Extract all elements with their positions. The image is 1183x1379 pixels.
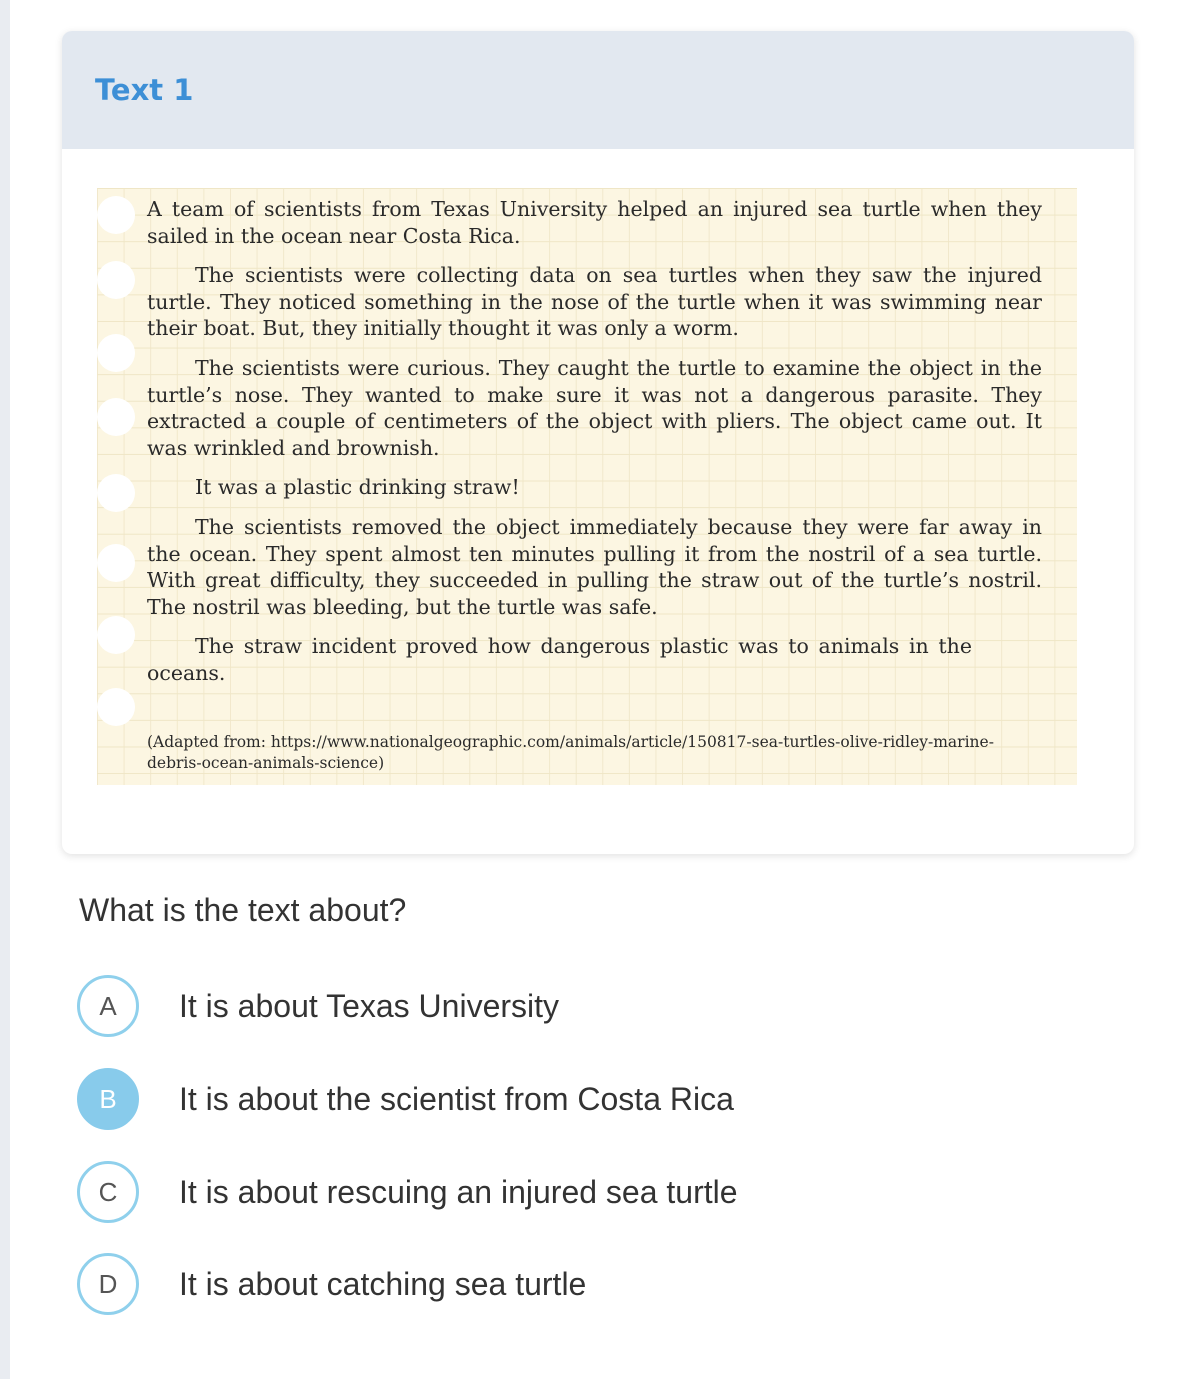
passage-paragraph: The straw incident proved how dangerous plastic was to animals in the oceans. [147,634,972,685]
binder-hole [97,474,135,512]
card-header [62,31,1134,149]
passage-paragraph: A team of scientists from Texas University helped an injured sea turtle when they sailed in the ocean near Costa Rica. [147,197,1042,248]
option-c[interactable] [77,1158,738,1226]
passage-source: (Adapted from: https://www.nationalgeographic.com/animals/article/150817-sea-turtles-olive-ridley-marine-debris-ocean-animals-science) [147,733,994,772]
passage-paragraph: The scientists were curious. They caught the turtle to examine the object in the turtle’s nose. They wanted to make sure it was not a dangerous parasite. They extracted a couple of centimeters of the object with pliers. The object came out. It was wrinkled and brownish. [147,355,1042,460]
option-text[interactable]: It is about rescuing an injured sea turtle [179,1173,738,1210]
option-text[interactable]: It is about catching sea turtle [179,1265,587,1302]
binder-hole [97,616,135,654]
text-card [62,31,1134,854]
option-a[interactable] [77,972,559,1040]
passage-image [97,188,1077,785]
passage-paragraph: The scientists removed the object immediately because they were far away in the ocean. They spent almost ten minutes pulling it from the nostril of a sea turtle. With great difficulty, they succeeded in pulling the straw out of the turtle’s nostril. The nostril was bleeding, but the turtle was safe. [147,514,1042,619]
option-letter-circle[interactable]: A [77,975,139,1037]
option-letter-circle[interactable]: C [77,1161,139,1223]
option-text[interactable]: It is about Texas University [179,987,560,1024]
option-letter-circle[interactable]: D [77,1253,139,1315]
card-title: Text 1 [95,73,194,107]
binder-hole [97,196,135,234]
question-text: What is the text about? [79,892,407,928]
option-letter-circle-selected[interactable]: B [77,1068,139,1130]
binder-hole [97,688,135,726]
passage-paragraph: The scientists were collecting data on sea turtles when they saw the injured turtle. They noticed something in the nose of the turtle when it was swimming near their boat. But, they initially thought it was only a worm. [147,263,1042,341]
passage-paragraph: It was a plastic drinking straw! [195,475,520,500]
binder-hole [97,544,135,582]
option-b[interactable] [77,1065,734,1133]
binder-hole [97,398,135,436]
binder-hole [97,261,135,299]
left-rail [0,0,10,1379]
option-text[interactable]: It is about the scientist from Costa Rica [179,1080,734,1117]
binder-hole [97,334,135,372]
option-d[interactable] [77,1250,586,1318]
